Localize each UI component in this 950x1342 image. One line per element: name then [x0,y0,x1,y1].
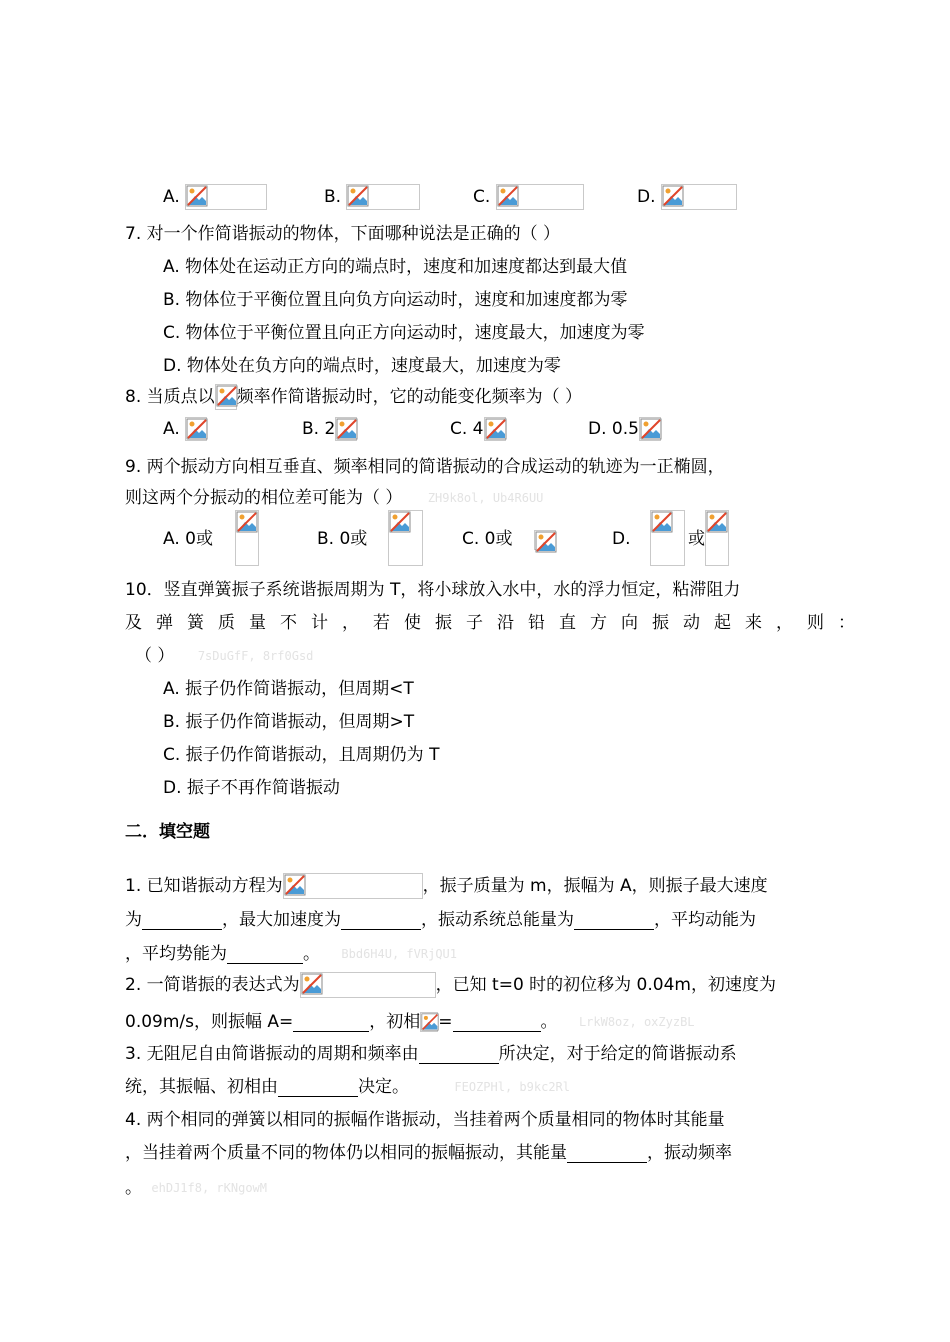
broken-image-icon [650,510,685,566]
answer-blank[interactable] [293,1013,369,1032]
broken-image-icon [484,417,506,441]
broken-image-icon [420,1012,438,1032]
f1-text-b: ，最大加速度为 [222,910,341,930]
q8-stem-post: 频率作简谐振动时，它的动能变化频率为（ ） [236,387,583,407]
f4-line1: 4. 两个相同的弹簧以相同的振幅作谐振动，当挂着两个质量相同的物体时其能量 [125,1110,725,1130]
q10-option-c: C. 振子仍作简谐振动，且周期仍为 T [163,745,440,765]
q9-line2 [125,486,543,510]
q7-stem: 7. 对一个作简谐振动的物体，下面哪种说法是正确的（ ） [125,224,561,244]
q6-option-d-wrap [637,184,737,210]
f2-text-d: ，初相 [369,1012,421,1032]
q10-line3 [135,644,313,668]
broken-image-icon [388,510,423,566]
q10-paren: （ ） [135,646,175,666]
broken-image-icon [215,384,237,410]
q9-option-d-label: D. [612,529,631,549]
f4-line3 [125,1176,267,1200]
answer-blank[interactable] [567,1144,647,1163]
f1-line2 [125,908,756,932]
f2-line2 [125,1010,695,1034]
f2-line1 [125,972,776,998]
q6-option-d: D. [637,187,656,207]
broken-image-icon [185,184,267,210]
broken-image-icon [346,184,420,210]
q6-option-b: B. [324,187,342,207]
q9-option-b-label: B. 0或 [317,529,368,549]
ghost-text: LrkW8oz, oxZyzBL [578,1015,695,1029]
q7-option-b: B. 物体位于平衡位置且向负方向运动时，速度和加速度都为零 [163,290,628,310]
section-title: 二．填空题 [125,822,210,842]
answer-blank[interactable] [419,1045,499,1064]
f3-line2 [125,1075,570,1099]
q6-option-c-wrap [473,184,584,210]
broken-image-icon [185,417,207,441]
broken-image-icon [639,417,661,441]
answer-blank[interactable] [278,1078,358,1097]
q8-option-a-wrap [163,417,207,441]
q8-option-b: B. 2 [302,419,336,439]
q9-line1: 9. 两个振动方向相互垂直、频率相同的简谐振动的合成运动的轨迹为一正椭圆， [125,457,725,477]
q7-option-d: D. 物体处在负方向的端点时，速度最大，加速度为零 [163,356,561,376]
ghost-text: ZH9k8ol, Ub4R6UU [427,491,544,505]
f1-line1-post: ，振子质量为 m，振幅为 A，则振子最大速度 [422,876,768,896]
answer-blank[interactable] [574,911,654,930]
q10-option-a: A. 振子仍作简谐振动，但周期<T [163,679,414,699]
answer-blank[interactable] [227,945,303,964]
f4-text-c: 。 [125,1178,142,1198]
broken-image-icon [661,184,737,210]
q7-option-c: C. 物体位于平衡位置且向正方向运动时，速度最大，加速度为零 [163,323,645,343]
broken-image-icon [534,530,556,550]
f1-text-c: ，振动系统总能量为 [421,910,574,930]
q10-option-b: B. 振子仍作简谐振动，但周期>T [163,712,415,732]
q8-option-b-wrap [302,417,357,441]
q8-option-c: C. 4 [450,419,484,439]
q8-option-d: D. 0.5 [588,419,639,439]
broken-image-icon [300,972,436,998]
q8-option-d-wrap [588,417,661,441]
answer-blank[interactable] [453,1013,541,1032]
f1-line3 [125,942,457,966]
broken-image-icon [235,510,259,566]
answer-blank[interactable] [142,911,222,930]
f2-text-c: 0.09m/s，则振幅 A= [125,1012,294,1032]
q6-option-c: C. [473,187,491,207]
q9-option-c-label: C. 0或 [462,529,513,549]
f3-text-b: 所决定，对于给定的简谐振动系 [498,1044,737,1064]
f2-text-b: ，已知 t=0 时的初位移为 0.04m，初速度为 [435,975,776,995]
f3-line1 [125,1042,737,1066]
f3-text-d: 决定。 [358,1077,409,1097]
f3-text-a: 3. 无阻尼自由简谐振动的周期和频率由 [125,1044,419,1064]
broken-image-icon [335,417,357,441]
q8-option-a: A. [163,419,180,439]
q6-option-b-wrap [324,184,420,210]
f1-line1 [125,873,768,899]
f4-text-b: ，振动频率 [647,1143,732,1163]
q9-option-a-label: A. 0或 [163,529,213,549]
q8-stem-pre: 8. 当质点以 [125,387,215,407]
q8-stem [125,384,582,410]
q10-line2: 及弹簧质量不计，若使振子沿铅直方向振动起来，则： [125,613,869,633]
ghost-text: ehDJ1f8, rKNgowM [151,1181,267,1195]
q8-option-c-wrap [450,417,506,441]
f2-text-e: = [438,1012,453,1032]
q10-option-d: D. 振子不再作简谐振动 [163,778,340,798]
q9-option-d-mid: 或 [688,529,705,549]
q7-option-a: A. 物体处在运动正方向的端点时，速度和加速度都达到最大值 [163,257,628,277]
f3-text-c: 统，其振幅、初相由 [125,1077,278,1097]
f1-text-a: 为 [125,910,142,930]
f1-line1-pre: 1. 已知谐振动方程为 [125,876,283,896]
ghost-text: 7sDuGfF, 8rf0Gsd [197,649,314,663]
broken-image-icon [283,873,423,899]
ghost-text: Bbd6H4U, fVRjQU1 [341,947,457,961]
answer-blank[interactable] [341,911,421,930]
q9-stem: 则这两个分振动的相位差可能为（ ） [125,488,403,508]
broken-image-icon [496,184,584,210]
f4-text-a: ，当挂着两个质量不同的物体仍以相同的振幅振动，其能量 [125,1143,567,1163]
ghost-text: FEOZPHl, b9kc2Rl [454,1080,570,1094]
q6-option-a: A. [163,187,180,207]
q6-options [163,184,267,210]
f1-text-e: ，平均势能为 [125,944,227,964]
f2-text-f: 。 [540,1012,558,1032]
f2-text-a: 2. 一简谐振的表达式为 [125,975,300,995]
f1-text-f: 。 [303,944,320,964]
f1-text-d: ，平均动能为 [654,910,756,930]
f4-line2 [125,1141,732,1165]
broken-image-icon [705,510,729,566]
q10-line1: 10．竖直弹簧振子系统谐振周期为 T，将小球放入水中，水的浮力恒定，粘滞阻力 [125,580,741,600]
